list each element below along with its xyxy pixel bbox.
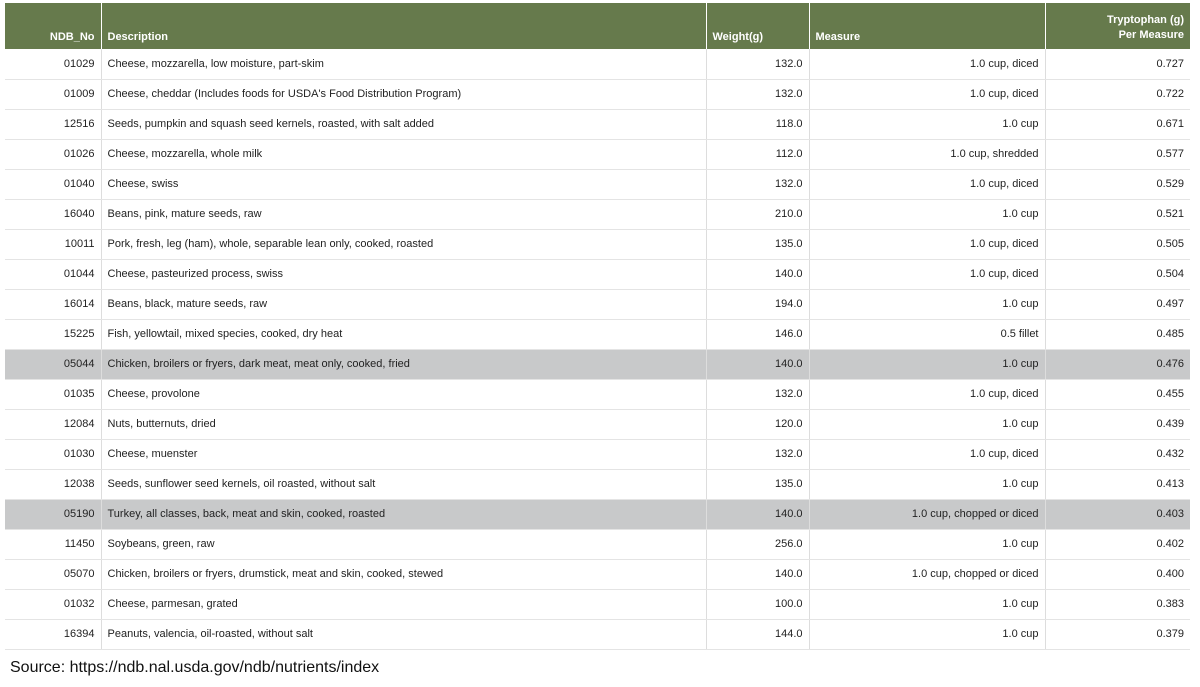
- cell-tryptophan: 0.403: [1045, 499, 1190, 529]
- table-body: [5, 49, 1190, 649]
- cell-description: Cheese, swiss: [101, 169, 706, 199]
- table-row[interactable]: [5, 109, 1190, 139]
- cell-tryptophan: 0.529: [1045, 169, 1190, 199]
- cell-weight: 140.0: [706, 559, 809, 589]
- table-row[interactable]: [5, 229, 1190, 259]
- cell-ndb-no: 01030: [5, 439, 101, 469]
- cell-measure: 0.5 fillet: [809, 319, 1045, 349]
- table-row[interactable]: [5, 319, 1190, 349]
- cell-description: Pork, fresh, leg (ham), whole, separable lean only, cooked, roasted: [101, 229, 706, 259]
- table-row[interactable]: [5, 589, 1190, 619]
- cell-ndb-no: 01040: [5, 169, 101, 199]
- cell-weight: 132.0: [706, 79, 809, 109]
- cell-tryptophan: 0.402: [1045, 529, 1190, 559]
- cell-tryptophan: 0.722: [1045, 79, 1190, 109]
- cell-ndb-no: 01032: [5, 589, 101, 619]
- cell-ndb-no: 15225: [5, 319, 101, 349]
- cell-description: Cheese, cheddar (Includes foods for USDA's Food Distribution Program): [101, 79, 706, 109]
- cell-ndb-no: 11450: [5, 529, 101, 559]
- cell-measure: 1.0 cup, diced: [809, 439, 1045, 469]
- cell-weight: 144.0: [706, 619, 809, 649]
- cell-weight: 194.0: [706, 289, 809, 319]
- cell-weight: 118.0: [706, 109, 809, 139]
- cell-weight: 100.0: [706, 589, 809, 619]
- table-row[interactable]: [5, 259, 1190, 289]
- table-row[interactable]: [5, 139, 1190, 169]
- header-tryptophan-line1: Tryptophan (g): [1107, 14, 1184, 26]
- cell-tryptophan: 0.379: [1045, 619, 1190, 649]
- cell-measure: 1.0 cup, chopped or diced: [809, 499, 1045, 529]
- cell-description: Beans, black, mature seeds, raw: [101, 289, 706, 319]
- cell-measure: 1.0 cup, chopped or diced: [809, 559, 1045, 589]
- cell-measure: 1.0 cup, diced: [809, 379, 1045, 409]
- cell-ndb-no: 16040: [5, 199, 101, 229]
- cell-weight: 140.0: [706, 499, 809, 529]
- cell-tryptophan: 0.671: [1045, 109, 1190, 139]
- cell-measure: 1.0 cup, diced: [809, 169, 1045, 199]
- cell-description: Soybeans, green, raw: [101, 529, 706, 559]
- cell-description: Cheese, pasteurized process, swiss: [101, 259, 706, 289]
- cell-tryptophan: 0.432: [1045, 439, 1190, 469]
- cell-ndb-no: 16394: [5, 619, 101, 649]
- cell-ndb-no: 05044: [5, 349, 101, 379]
- cell-description: Chicken, broilers or fryers, drumstick, meat and skin, cooked, stewed: [101, 559, 706, 589]
- source-citation: Source: https://ndb.nal.usda.gov/ndb/nutrients/index: [10, 659, 380, 676]
- cell-weight: 132.0: [706, 169, 809, 199]
- cell-weight: 112.0: [706, 139, 809, 169]
- cell-description: Cheese, muenster: [101, 439, 706, 469]
- cell-description: Cheese, mozzarella, whole milk: [101, 139, 706, 169]
- header-measure[interactable]: Measure: [809, 3, 1045, 49]
- header-description[interactable]: Description: [101, 3, 706, 49]
- table-row[interactable]: [5, 469, 1190, 499]
- cell-weight: 120.0: [706, 409, 809, 439]
- cell-tryptophan: 0.497: [1045, 289, 1190, 319]
- cell-tryptophan: 0.439: [1045, 409, 1190, 439]
- cell-ndb-no: 01029: [5, 49, 101, 79]
- cell-weight: 210.0: [706, 199, 809, 229]
- table-row[interactable]: [5, 379, 1190, 409]
- cell-weight: 132.0: [706, 379, 809, 409]
- cell-description: Cheese, mozzarella, low moisture, part-skim: [101, 49, 706, 79]
- header-weight[interactable]: Weight(g): [706, 3, 809, 49]
- cell-weight: 146.0: [706, 319, 809, 349]
- cell-ndb-no: 01026: [5, 139, 101, 169]
- cell-tryptophan: 0.727: [1045, 49, 1190, 79]
- cell-description: Nuts, butternuts, dried: [101, 409, 706, 439]
- cell-tryptophan: 0.413: [1045, 469, 1190, 499]
- cell-ndb-no: 05070: [5, 559, 101, 589]
- cell-description: Seeds, pumpkin and squash seed kernels, roasted, with salt added: [101, 109, 706, 139]
- cell-measure: 1.0 cup: [809, 409, 1045, 439]
- cell-weight: 135.0: [706, 229, 809, 259]
- cell-ndb-no: 01035: [5, 379, 101, 409]
- cell-ndb-no: 12038: [5, 469, 101, 499]
- cell-measure: 1.0 cup: [809, 349, 1045, 379]
- cell-measure: 1.0 cup: [809, 289, 1045, 319]
- cell-measure: 1.0 cup: [809, 529, 1045, 559]
- nutrient-table-container: [5, 3, 1190, 653]
- header-tryptophan-line2: Per Measure: [1118, 29, 1184, 41]
- table-row[interactable]: [5, 439, 1190, 469]
- table-row[interactable]: [5, 349, 1190, 379]
- cell-ndb-no: 05190: [5, 499, 101, 529]
- cell-description: Turkey, all classes, back, meat and skin, cooked, roasted: [101, 499, 706, 529]
- nutrient-table: [5, 3, 1190, 650]
- table-row[interactable]: [5, 199, 1190, 229]
- cell-weight: 140.0: [706, 259, 809, 289]
- header-ndb-no[interactable]: NDB_No: [5, 3, 101, 49]
- cell-ndb-no: 01009: [5, 79, 101, 109]
- cell-ndb-no: 10011: [5, 229, 101, 259]
- cell-tryptophan: 0.577: [1045, 139, 1190, 169]
- cell-description: Seeds, sunflower seed kernels, oil roasted, without salt: [101, 469, 706, 499]
- table-row[interactable]: [5, 289, 1190, 319]
- cell-tryptophan: 0.400: [1045, 559, 1190, 589]
- cell-description: Beans, pink, mature seeds, raw: [101, 199, 706, 229]
- cell-measure: 1.0 cup, diced: [809, 229, 1045, 259]
- cell-tryptophan: 0.476: [1045, 349, 1190, 379]
- table-row[interactable]: [5, 79, 1190, 109]
- cell-measure: 1.0 cup: [809, 589, 1045, 619]
- cell-tryptophan: 0.521: [1045, 199, 1190, 229]
- cell-weight: 256.0: [706, 529, 809, 559]
- table-row[interactable]: [5, 169, 1190, 199]
- cell-weight: 135.0: [706, 469, 809, 499]
- cell-ndb-no: 12084: [5, 409, 101, 439]
- table-row[interactable]: [5, 529, 1190, 559]
- cell-measure: 1.0 cup, shredded: [809, 139, 1045, 169]
- cell-description: Cheese, parmesan, grated: [101, 589, 706, 619]
- cell-weight: 140.0: [706, 349, 809, 379]
- table-row[interactable]: [5, 49, 1190, 79]
- cell-tryptophan: 0.505: [1045, 229, 1190, 259]
- cell-description: Fish, yellowtail, mixed species, cooked, dry heat: [101, 319, 706, 349]
- cell-tryptophan: 0.383: [1045, 589, 1190, 619]
- cell-tryptophan: 0.485: [1045, 319, 1190, 349]
- cell-description: Chicken, broilers or fryers, dark meat, meat only, cooked, fried: [101, 349, 706, 379]
- cell-weight: 132.0: [706, 439, 809, 469]
- cell-measure: 1.0 cup, diced: [809, 49, 1045, 79]
- table-row[interactable]: [5, 559, 1190, 589]
- cell-measure: 1.0 cup, diced: [809, 79, 1045, 109]
- cell-measure: 1.0 cup: [809, 109, 1045, 139]
- cell-ndb-no: 16014: [5, 289, 101, 319]
- table-header-row: [5, 3, 1190, 49]
- cell-ndb-no: 12516: [5, 109, 101, 139]
- cell-tryptophan: 0.455: [1045, 379, 1190, 409]
- cell-measure: 1.0 cup: [809, 469, 1045, 499]
- table-row[interactable]: [5, 409, 1190, 439]
- cell-measure: 1.0 cup, diced: [809, 259, 1045, 289]
- table-row[interactable]: [5, 619, 1190, 649]
- cell-measure: 1.0 cup: [809, 199, 1045, 229]
- cell-measure: 1.0 cup: [809, 619, 1045, 649]
- table-row[interactable]: [5, 499, 1190, 529]
- cell-ndb-no: 01044: [5, 259, 101, 289]
- cell-weight: 132.0: [706, 49, 809, 79]
- cell-description: Peanuts, valencia, oil-roasted, without salt: [101, 619, 706, 649]
- header-tryptophan[interactable]: [1045, 3, 1190, 49]
- cell-description: Cheese, provolone: [101, 379, 706, 409]
- cell-tryptophan: 0.504: [1045, 259, 1190, 289]
